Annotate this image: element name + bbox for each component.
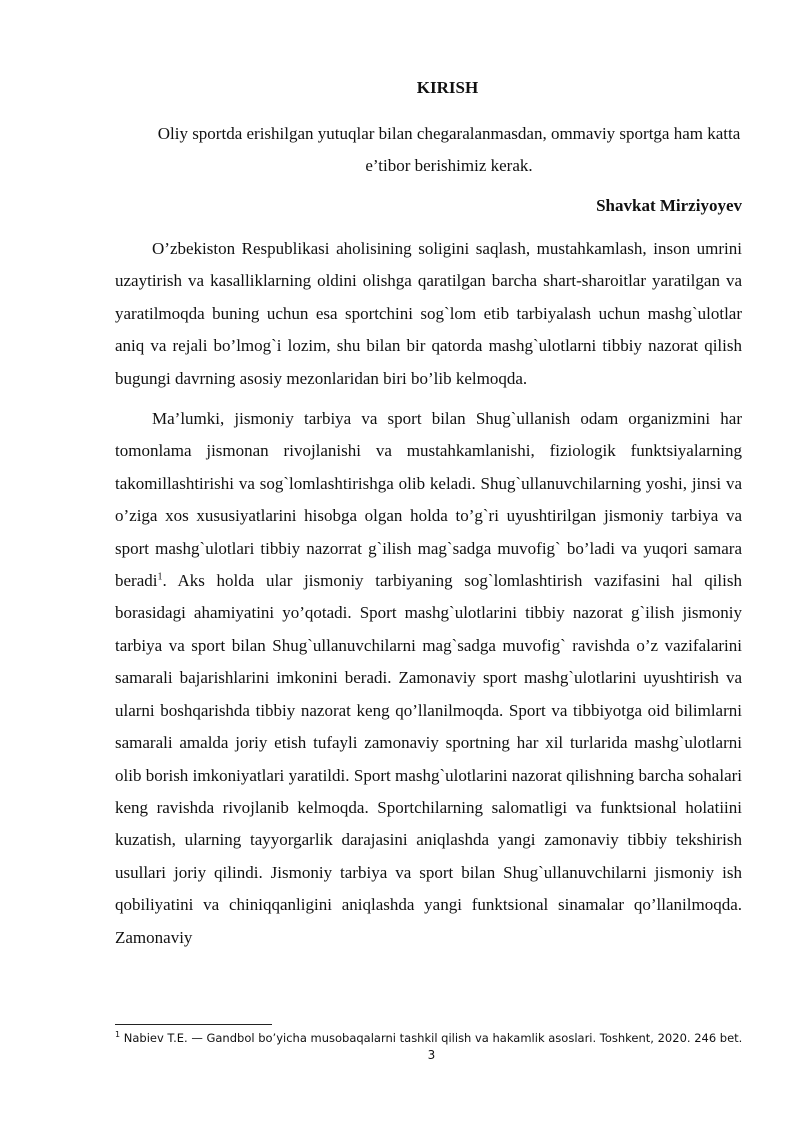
page-number: 3 (427, 1048, 436, 1062)
paragraph-1: O’zbekiston Respublikasi aholisining soligini saqlash, mustahkamlash, inson umrini uzaytirish va kasalliklarning oldini olishga qaratilgan barcha shart-sharoitlar yaratilgan va yaratilmoqda buning uchun esa sportchini sog`lom etib tarbiyalash uchun mashg`ulotlar aniq va rejali bo’lmog`i lozim, shu bilan bir qatorda mashg`ulotlarni tibbiy nazorat qilish bugungi davrning asosiy mezonlaridan biri bo’lib kelmoqda. (115, 239, 742, 388)
epigraph-quote: Oliy sportda erishilgan yutuqlar bilan chegaralanmasdan, ommaviy sportga ham katta e’tibor berishimiz kerak. (157, 124, 741, 175)
body-text (115, 233, 742, 962)
footnote (115, 1030, 755, 1046)
paragraph-2 (115, 403, 742, 954)
epigraph-author: Shavkat Mirziyoyev (596, 196, 742, 215)
paragraph-2-text-before-ref: Ma’lumki, jismoniy tarbiya va sport bilan Shug`ullanish odam organizmini har tomonlama jismonan rivojlanishi va mustahkamlanishi, fiziologik funktsiyalarning takomillashtirishi va sog`lomlashtirishga olib keladi. Shug`ullanuvchilarning yoshi, jinsi va o’ziga xos xususiyatlarini hisobga olgan holda to’g`ri uyushtirilgan jismoniy tarbiya va sport mashg`ulotlari tibbiy nazorrat g`ilish mag`sadga muvofig` bo’ladi va yuqori samara beradi (115, 409, 742, 591)
footnote-text: Nabiev T.E. — Gandbol bo’yicha musobaqalarni tashkil qilish va hakamlik asoslari. Toshkent, 2020. 246 bet. (120, 1031, 743, 1045)
footnote-separator (115, 1024, 272, 1025)
section-heading: KIRISH (416, 78, 479, 97)
paragraph-2-text-after-ref: . Aks holda ular jismoniy tarbiyaning sog`lomlashtirish vazifasini hal qilish borasidagi ahamiyatini yo’qotadi. Sport mashg`ulotlarini tibbiy nazorat g`ilish jismoniy tarbiya va sport bilan Shug`ullanuvchilarni mag`sadga muvofig` ravishda o’z vazifalarini samarali bajarishlarini imkonini beradi. Zamonaviy sport mashg`ulotlarini uyushtirish va ularni boshqarishda tibbiy nazorat keng qo’llanilmoqda. Sport va tibbiyotga oid bilimlarni samarali amalda joriy etish tufayli zamonaviy sportning har xil turlarida mashg`ulotlarni olib borish imkoniyatlari yaratildi. Sport mashg`ulotlarini nazorat qilishning barcha sohalari keng ravishda rivojlanib kelmoqda. Sportchilarning salomatligi va funktsional holatiini kuzatish, ularning tayyorgarlik darajasini aniqlashda yangi zamonaviy tibbiy tekshirish usullari joriy qilindi. Jismoniy tarbiya va sport bilan Shug`ullanuvchilarni jismoniy ish qobiliyatini va chiniqqanligini aniqlashda yangi funktsional sinamalar qo’llanilmoqda. Zamonaviy (115, 571, 742, 947)
footnote-marker: 1 (115, 1030, 121, 1040)
footnote-reference[interactable]: 1 (157, 571, 163, 583)
